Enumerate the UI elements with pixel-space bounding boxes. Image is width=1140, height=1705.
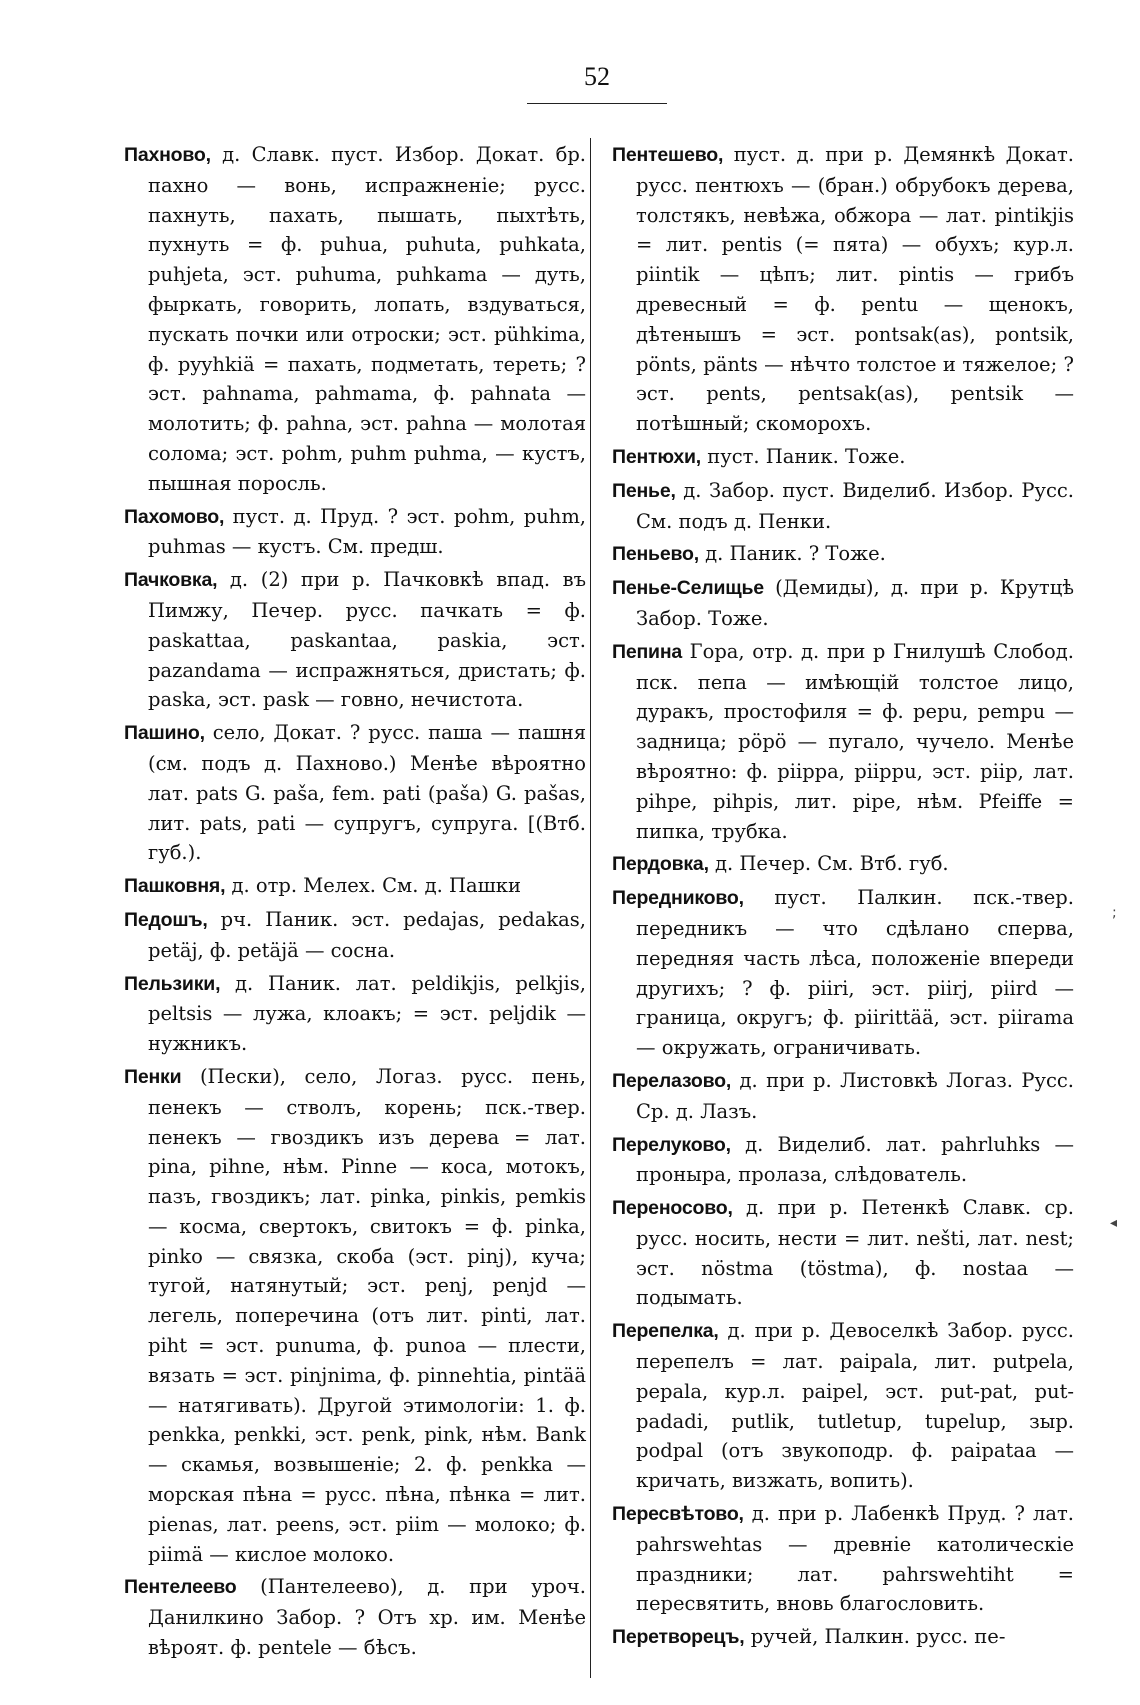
dictionary-entry	[612, 140, 1074, 439]
entry-headword: Переносово,	[612, 1197, 733, 1220]
entry-headword: Перелазово,	[612, 1069, 732, 1092]
dictionary-entry	[124, 905, 586, 966]
entry-text: д. Паник. лат. peldikjis, pelkjis, peltsis — лужа, клоакъ; = эст. peljdik — нужникъ.	[148, 971, 586, 1056]
entry-text: д. при р. Листовкѣ Логаз. Русс. Ср. д. Лазъ.	[636, 1068, 1074, 1123]
entry-text: д. отр. Мелех. См. д. Пашки	[231, 874, 521, 898]
entry-text: село, Докат. ? русс. паша — пашня (см. подъ д. Пахново.) Менѣе вѣроятно лат. pats G. paša, fem. pati (paša) G. pašas, лит. pats, pati — супругъ, супруга. [(Втб. губ.).	[148, 721, 587, 865]
dictionary-entry	[612, 883, 1074, 1063]
entry-text: д. Печер. См. Втб. губ.	[715, 852, 949, 876]
entry-text: д. Паник. ? Тоже.	[705, 542, 886, 566]
entry-text: (Пески), село, Логаз. русс. пень, пенекъ — стволъ, корень; пск.-твер. пенекъ — гвоздикъ изъ дерева = лат. pina, pihne, нѣм. Pinne — коса, мотокъ, пазъ, гвоздикъ; лат. pinka, pinkis, pemkis — косма, свертокъ, свитокъ = ф. pinka, pinko — связка, скоба (эст. pinj), куча; тугой, натянутый; эст. penj, penjd — легель, поперечина (отъ лит. pinti, лат. piht = эст. punuma, ф. punoa — плести, вязать = эст. pinjnima, ф. pinnehtia, pintää — натягивать). Другой этимологіи: 1. ф. penkka, penkki, эст. penk, pink, нѣм. Bank — скамья, возвышеніе; 2. ф. penkka — морская пѣна = русс. пѣна, пѣнка = лит. pienas, лат. peens, эст. piim — молоко; ф. piimä — кислое молоко.	[148, 1064, 586, 1566]
dictionary-entry	[124, 718, 586, 868]
entry-headword: Перепелка,	[612, 1320, 719, 1343]
margin-mark-bottom: ◂	[1110, 1215, 1118, 1231]
dictionary-entry	[124, 969, 586, 1059]
entry-headword: Пачковка,	[124, 569, 218, 592]
entry-text: д. (2) при р. Пачковкѣ впад. въ Пимжу, Печер. русс. пачкать = ф. paskattaa, paskantaa, paskia, эст. pazandama — испражняться, дристать; ф. paska, эст. pask — говно, нечистота.	[148, 568, 586, 712]
entry-text: пуст. Паник. Тоже.	[707, 444, 906, 468]
entry-headword: Пашино,	[124, 722, 205, 745]
entry-text: (Пантелеево), д. при уроч. Данилкино Забор. ? Отъ хр. им. Менѣе вѣроят. ф. pentele — бѣсъ.	[148, 1575, 586, 1660]
entry-headword: Передниково,	[612, 887, 744, 910]
dictionary-entry	[612, 637, 1074, 847]
entry-headword: Педошъ,	[124, 908, 208, 931]
entry-headword: Пентешево,	[612, 144, 724, 166]
left-column	[124, 140, 586, 1666]
dictionary-entry	[612, 1066, 1074, 1127]
entry-text: ручей, Палкин. русс. пе-	[750, 1625, 1006, 1649]
entry-headword: Пепина	[612, 640, 683, 663]
entry-text: д. при р. Лабенкѣ Пруд. ? лат. pahrswehtas — древніе католическіе праздники; лат. pahrswehtiht = пересвятить, вновь благословить.	[636, 1502, 1075, 1616]
entry-text: д. при р. Девоселкѣ Забор. русс. перепелъ = лат. paipala, лит. putpela, pepala, кур.л. paipel, эст. put-pat, put-padadi, putlik, tutletup, tupelup, зыр. podpal (отъ звукоподр. ф. paipataa — кричать, визжать, вопить).	[636, 1319, 1074, 1493]
entry-headword: Пентелеево	[124, 1576, 237, 1599]
header-rule	[527, 103, 667, 104]
dictionary-entry	[612, 1130, 1074, 1191]
column-divider	[590, 138, 591, 1678]
dictionary-entry	[124, 1062, 586, 1570]
entry-text: д. Славк. пуст. Избор. Докат. бр. пахно — вонь, испражненіе; русс. пахнуть, пахать, пышать, пыхтѣть, пухнуть = ф. puhua, puhuta, puhkata, puhjeta, эст. puhuma, puhkama — дуть, фыркать, говорить, лопать, вздуваться, пускать почки или отроски; эст. pühkima, ф. pyyhkiä = пахать, подметать, тереть; ? эст. pahnama, pahmama, ф. pahnata — молотить; ф. pahna, эст. pahna — молотая солома; эст. pohm, puhm puhma, — кустъ, пышная поросль.	[148, 143, 586, 495]
entry-headword: Пентюхи,	[612, 445, 702, 468]
entry-text: рч. Паник. эст. pedajas, pedakas, petäj, ф. petäjä — сосна.	[148, 907, 586, 962]
dictionary-entry	[612, 1622, 1074, 1653]
dictionary-entry	[612, 1499, 1074, 1619]
entry-headword: Пересвѣтово,	[612, 1503, 744, 1526]
entry-headword: Перелуково,	[612, 1133, 731, 1156]
dictionary-entry	[124, 502, 586, 563]
entry-text: д. Забор. пуст. Виделиб. Избор. Русс. См. подъ д. Пенки.	[636, 478, 1074, 533]
entry-headword: Пенье,	[612, 479, 676, 502]
entry-text: пуст. д. при р. Демянкѣ Докат. русс. пентюхъ — (бран.) обрубокъ дерева, толстякъ, невѣжа, обжора — лат. pintikjis = лит. pentis (= пята) — обухъ; кур.л. piintik — цѣпъ; лит. pintis — грибъ древесный = ф. pentu — щенокъ, дѣтенышъ = эст. pontsak(as), pontsik, pönts, pänts — нѣчто толстое и тяжелое; ? эст. pents, pentsak(as), pentsik — потѣшный; скоморохъ.	[636, 143, 1074, 436]
entry-headword: Пеньево,	[612, 543, 699, 566]
entry-headword: Пахново,	[124, 144, 211, 166]
dictionary-entry	[612, 573, 1074, 634]
entry-headword: Пельзики,	[124, 972, 221, 995]
entry-text: пуст. д. Пруд. ? эст. pohm, puhm, puhmas — кустъ. См. предш.	[148, 504, 587, 559]
entry-headword: Пашковня,	[124, 875, 226, 898]
dictionary-entry	[612, 539, 1074, 570]
entry-text: пуст. Палкин. пск.-твер. передникъ — что сдѣлано сперва, передняя часть лѣса, положеніе впереди другихъ; ? ф. piiri, эст. piirj, piird — граница, округъ; ф. piirittää, эст. piirama — окружать, ограничивать.	[636, 886, 1074, 1060]
entry-headword: Перетворецъ,	[612, 1626, 745, 1649]
dictionary-entry	[124, 565, 586, 715]
entry-text: (Демиды), д. при р. Крутцѣ Забор. Тоже.	[636, 576, 1074, 630]
entry-headword: Пердовка,	[612, 853, 709, 876]
entry-headword: Пенье-Селищье	[612, 577, 764, 600]
page-number: 52	[584, 62, 610, 91]
dictionary-entry	[124, 871, 586, 902]
dictionary-entry	[612, 1316, 1074, 1496]
right-column	[612, 140, 1074, 1656]
entry-text: д. при р. Петенкѣ Славк. ср. русс. носить, нести = лит. nešti, лат. nest; эст. nöstma (töstma), ф. nostaa — подымать.	[636, 1196, 1074, 1310]
dictionary-entry	[124, 1572, 586, 1662]
entry-headword: Пахомово,	[124, 505, 225, 528]
dictionary-entry	[612, 849, 1074, 880]
dictionary-entry	[612, 476, 1074, 537]
dictionary-entry	[124, 140, 586, 499]
margin-mark-top: ;	[1112, 905, 1117, 921]
entry-text: д. Виделиб. лат. pahrluhks — пронырa, пролаза, слѣдователь.	[636, 1132, 1074, 1187]
dictionary-entry	[612, 1193, 1074, 1313]
entry-headword: Пенки	[124, 1065, 182, 1088]
dictionary-entry	[612, 442, 1074, 473]
entry-text: Гора, отр. д. при р Гнилушѣ Слобод. пск. пепа — имѣющій толстое лицо, дуракъ, простофиля = ф. pepu, pempu — задница; pöpö — пугало, чучело. Менѣе вѣроятно: ф. piippa, piippu, эст. piip, лат. pihpe, pihpis, лит. pipe, нѣм. Pfeiffe = пипка, трубка.	[636, 639, 1074, 843]
